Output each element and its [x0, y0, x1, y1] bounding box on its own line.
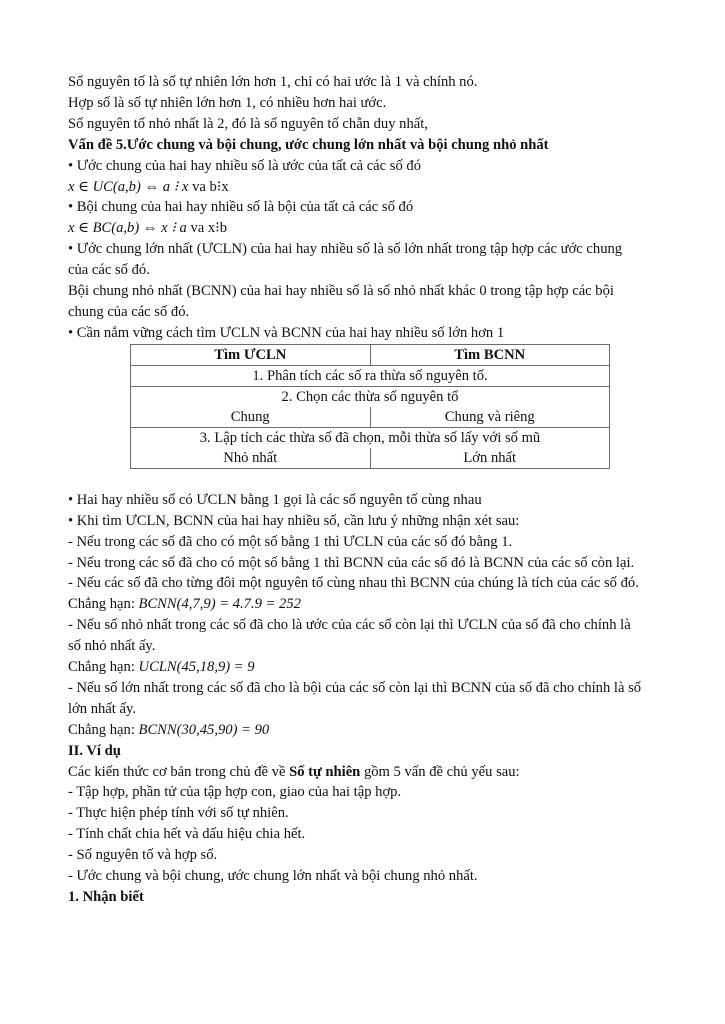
common-multiple-formula: [68, 218, 645, 239]
lcm-definition: Bội chung nhỏ nhất (BCNN) của hai hay nhiều số là số nhỏ nhất khác 0 trong tập hợp các bội chung của các số đó.: [68, 283, 614, 320]
composite-definition: Hợp số là số tự nhiên lớn hơn 1, có nhiều hơn hai ước.: [68, 94, 387, 111]
step1-cell: 1. Phân tích các số ra thừa số nguyên tố.: [131, 365, 610, 386]
example-label: Chẳng hạn:: [68, 659, 139, 676]
remark-5: - Nếu số lớn nhất trong các số đã cho là bội của các số còn lại thì BCNN của số đã cho chính là số lớn nhất ấy.: [68, 679, 642, 717]
header-gcd: Tìm ƯCLN: [131, 344, 371, 365]
part2-heading: II. Ví dụ: [68, 742, 121, 759]
step2-gcd-cell: Chung: [131, 407, 371, 428]
example-2: [68, 657, 645, 678]
list-item: - Tính chất chia hết và dấu hiệu chia hết.: [68, 826, 306, 843]
part2-intro: [68, 762, 645, 783]
example-1-formula: BCNN(4,7,9) = 4.7.9 = 252: [138, 596, 301, 613]
method-intro: • Cần nắm vững cách tìm ƯCLN và BCNN của hai hay nhiều số lớn hơn 1: [68, 324, 505, 341]
example-2-formula: UCLN(45,18,9) = 9: [138, 659, 255, 676]
common-divisor-definition: • Ước chung của hai hay nhiều số là ước của tất cả các số đó: [68, 157, 422, 174]
section5-heading: Vấn đề 5.Ước chung và bội chung, ước chung lớn nhất và bội chung nhỏ nhất: [68, 136, 549, 153]
method-table-wrapper: [68, 344, 645, 469]
common-multiple-definition: • Bội chung của hai hay nhiều số là bội của tất cả các số đó: [68, 199, 414, 216]
remark-intro: • Khi tìm ƯCLN, BCNN của hai hay nhiều số, cần lưu ý những nhận xét sau:: [68, 512, 520, 529]
example-3: [68, 720, 645, 741]
part2-intro-bold: Số tự nhiên: [289, 763, 361, 780]
method-table: [130, 344, 610, 469]
bc-formula: x ∈ BC(a,b) ⇔ x ⁝ a: [68, 220, 187, 237]
remark-1: - Nếu trong các số đã cho có một số bằng 1 thì ƯCLN của các số đó bằng 1.: [68, 533, 513, 550]
list-item: - Số nguyên tố và hợp số.: [68, 847, 218, 864]
example-3-formula: BCNN(30,45,90) = 90: [138, 721, 270, 738]
list-item: - Ước chung và bội chung, ước chung lớn nhất và bội chung nhỏ nhất.: [68, 868, 478, 885]
prime-definition: Số nguyên tố là số tự nhiên lớn hơn 1, chỉ có hai ước là 1 và chính nó.: [68, 74, 478, 90]
smallest-prime-note: Số nguyên tố nhỏ nhất là 2, đó là số nguyên tố chẵn duy nhất,: [68, 115, 428, 132]
remark-3: - Nếu các số đã cho từng đôi một nguyên tố cùng nhau thì BCNN của chúng là tích của các số đó.: [68, 575, 639, 592]
subsection-heading: 1. Nhận biết: [68, 889, 144, 905]
common-divisor-formula: [68, 177, 645, 198]
uc-formula: x ∈ UC(a,b) ⇔ a ⁝ x: [68, 178, 189, 195]
gcd-definition: • Ước chung lớn nhất (ƯCLN) của hai hay nhiều số là số lớn nhất trong tập hợp các ước chung của các số đó.: [68, 241, 623, 279]
table-row: [131, 448, 610, 469]
coprime-note: • Hai hay nhiều số có ƯCLN bằng 1 gọi là các số nguyên tố cùng nhau: [68, 491, 482, 508]
step2-lcm-cell: Chung và riêng: [370, 407, 610, 428]
uc-formula-tail: va b⁝x: [188, 178, 229, 195]
bc-formula-tail: va x⁝b: [186, 220, 228, 237]
table-row: [131, 427, 610, 448]
remark-4: - Nếu số nhỏ nhất trong các số đã cho là ước của các số còn lại thì ƯCLN của số đã cho chính là số nhỏ nhất ấy.: [68, 617, 631, 655]
list-item: - Thực hiện phép tính với số tự nhiên.: [68, 805, 289, 822]
table-header-row: [131, 344, 610, 365]
header-lcm: Tìm BCNN: [370, 344, 610, 365]
step3-cell: 3. Lập tích các thừa số đã chọn, mỗi thừa số lấy với số mũ: [131, 427, 610, 448]
remark-2: - Nếu trong các số đã cho có một số bằng 1 thì BCNN của các số đó là BCNN của các số còn lại.: [68, 554, 635, 571]
table-row: [131, 365, 610, 386]
step3-gcd-cell: Nhỏ nhất: [131, 448, 371, 469]
list-item: - Tập hợp, phần tử của tập hợp con, giao của hai tập hợp.: [68, 784, 402, 801]
table-row: [131, 386, 610, 407]
example-1: [68, 594, 645, 615]
example-label: Chẳng hạn:: [68, 596, 139, 613]
step3-lcm-cell: Lớn nhất: [370, 448, 610, 469]
step2-cell: 2. Chọn các thừa số nguyên tố: [131, 386, 610, 407]
example-label: Chẳng hạn:: [68, 721, 139, 738]
table-row: [131, 407, 610, 428]
part2-intro-before: Các kiến thức cơ bản trong chủ đề về: [68, 763, 290, 780]
part2-intro-after: gồm 5 vấn đề chủ yếu sau:: [360, 763, 520, 780]
